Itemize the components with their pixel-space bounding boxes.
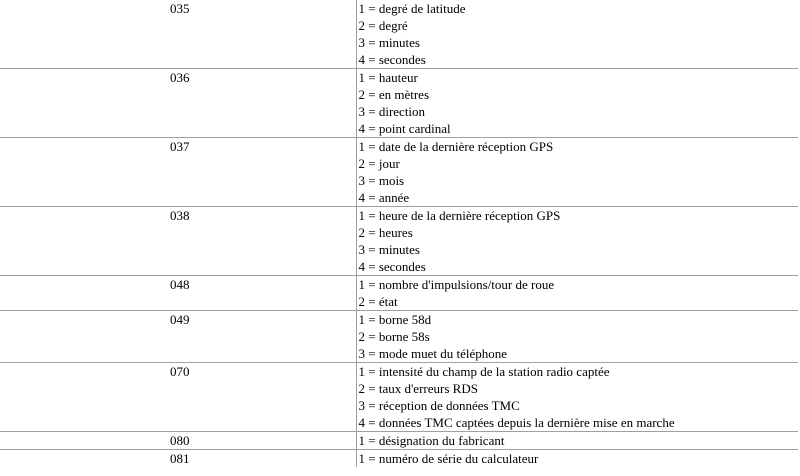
field-line: 1 = heure de la dernière réception GPS	[358, 208, 561, 223]
field-line: 3 = réception de données TMC	[358, 398, 520, 413]
field-description-cell	[356, 207, 798, 276]
field-description-cell	[356, 69, 798, 138]
block-code-cell: 035	[0, 0, 356, 69]
field-description-cell	[356, 363, 798, 432]
field-line: 1 = hauteur	[358, 70, 418, 85]
field-description-cell	[356, 276, 798, 311]
block-code-cell: 081	[0, 450, 356, 468]
field-line: 3 = mois	[358, 173, 405, 188]
block-code-cell: 049	[0, 311, 356, 363]
field-line: 3 = minutes	[358, 35, 420, 50]
field-description-cell	[356, 432, 798, 450]
field-line: 1 = degré de latitude	[358, 1, 466, 16]
field-line: 4 = secondes	[358, 259, 426, 274]
field-line: 2 = degré	[358, 18, 408, 33]
table-row	[0, 450, 798, 468]
field-line: 1 = numéro de série du calculateur	[358, 451, 539, 466]
field-line: 1 = nombre d'impulsions/tour de roue	[358, 277, 555, 292]
field-line: 2 = jour	[358, 156, 400, 171]
table-row	[0, 207, 798, 276]
block-code-cell: 036	[0, 69, 356, 138]
table-row	[0, 138, 798, 207]
field-line: 3 = minutes	[358, 242, 420, 257]
table-row	[0, 69, 798, 138]
block-code-cell: 070	[0, 363, 356, 432]
field-line: 4 = données TMC captées depuis la dernière mise en marche	[358, 415, 675, 430]
field-line: 2 = heures	[358, 225, 413, 240]
field-line: 1 = date de la dernière réception GPS	[358, 139, 554, 154]
field-line: 1 = désignation du fabricant	[358, 433, 505, 448]
table-row	[0, 432, 798, 450]
table-row	[0, 276, 798, 311]
field-line: 4 = point cardinal	[358, 121, 451, 136]
field-line: 2 = en mètres	[358, 87, 430, 102]
field-description-cell	[356, 0, 798, 69]
block-code-cell: 080	[0, 432, 356, 450]
field-description-cell	[356, 311, 798, 363]
field-description-cell	[356, 138, 798, 207]
field-line: 3 = mode muet du téléphone	[358, 346, 507, 361]
field-line: 2 = état	[358, 294, 398, 309]
block-code-cell: 048	[0, 276, 356, 311]
field-line: 2 = borne 58s	[358, 329, 430, 344]
field-line: 2 = taux d'erreurs RDS	[358, 381, 478, 396]
table-row	[0, 0, 798, 69]
field-line: 4 = secondes	[358, 52, 426, 67]
block-code-cell: 038	[0, 207, 356, 276]
field-line: 4 = année	[358, 190, 410, 205]
table-row	[0, 311, 798, 363]
field-line: 1 = intensité du champ de la station radio captée	[358, 364, 610, 379]
table-row	[0, 363, 798, 432]
field-line: 1 = borne 58d	[358, 312, 432, 327]
field-description-cell	[356, 450, 798, 468]
field-line: 3 = direction	[358, 104, 426, 119]
block-code-cell: 037	[0, 138, 356, 207]
